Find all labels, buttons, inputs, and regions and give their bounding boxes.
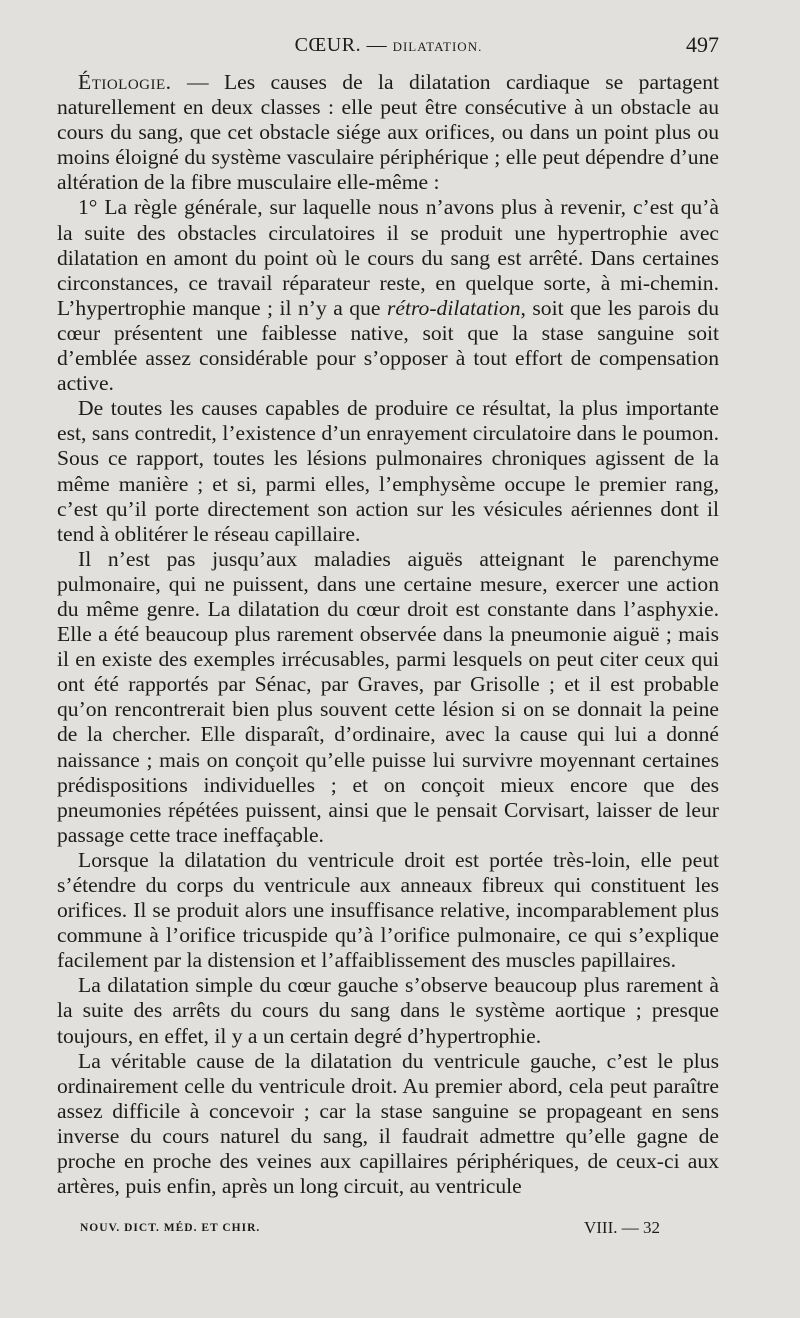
footer-source: NOUV. DICT. MÉD. ET CHIR. <box>80 1222 261 1234</box>
text-body <box>57 70 719 1199</box>
paragraph-ventricule-gauche: La véritable cause de la dilatation du ventricule gauche, c’est le plus ordinairement celle du ventricule droit. Au premier abord, cela peut paraître assez difficile à concevoir ; car la stase sanguine se propageant en sens inverse du cours naturel du sang, il faudrait admettre qu’elle gagne de proche en proche des veines aux capillaires périphériques, de ceux-ci aux artères, puis enfin, après un long circuit, au ventricule <box>57 1048 719 1199</box>
paragraph-maladies-aigues: Il n’est pas jusqu’aux maladies aiguës atteignant le parenchyme pulmonaire, qui ne puissent, dans une certaine mesure, exercer une action du même genre. La dilatation du cœur droit est constante dans l’asphyxie. Elle a été beaucoup plus rarement observée dans la pneumonie aiguë ; mais il en existe des exemples irrécusables, parmi lesquels on peut citer ceux qui ont été rapportés par Sénac, par Graves, par Grisolle ; et il est probable qu’on rencontrerait bien plus souvent cette lésion si on se donnait la peine de la chercher. Elle disparaît, d’ordinaire, avec la cause qui lui a donné naissance ; mais on conçoit qu’elle puisse lui survivre moyennant certaines prédispositions individuelles ; et on conçoit mieux encore que des pneumonies répétées puissent, ainsi que le pensait Corvisart, laisser de leur passage cette trace ineffaçable. <box>57 546 719 847</box>
running-title-sub: DILATATION. <box>392 39 483 54</box>
paragraph-text: 1° La règle générale, sur laquelle nous n’avons plus à revenir, c’est qu’à la suite des obstacles circulatoires il se produit une hypertrophie avec dilatation en amont du point où le cours du sang est arrêté. Dans certaines circonstances, ce travail réparateur reste, en quelque sorte, à mi-chemin. L’hypertrophie manque ; il n’y a que <box>57 195 719 320</box>
section-lead: Étiologie. <box>78 70 172 94</box>
paragraph-coeur-gauche: La dilatation simple du cœur gauche s’observe beaucoup plus rarement à la suite des arrêts du cours du sang dans le système aortique ; presque toujours, en effet, il y a un certain degré d’hypertrophie. <box>57 973 719 1048</box>
paragraph-text: — Les causes de la dilatation cardiaque se partagent naturellement en deux classes : elle peut être consécutive à un obstacle au cours du sang, que cet obstacle siége aux orifices, ou dans un point plus ou moins éloigné du système vasculaire périphérique ; elle peut dépendre d’une altération de la fibre musculaire elle-même : <box>57 70 719 195</box>
running-title-main: CŒUR. — <box>294 34 393 56</box>
italic-term: rétro-dilatation <box>386 295 521 320</box>
paragraph-regle-generale <box>57 195 719 396</box>
page-number: 497 <box>686 32 719 57</box>
paragraph-etiologie <box>57 70 719 195</box>
running-header <box>56 30 721 64</box>
paragraph-ventricule-droit: Lorsque la dilatation du ventricule droit est portée très-loin, elle peut s’étendre du corps du ventricule aux anneaux fibreux qui constituent les orifices. Il se produit alors une insuffisance relative, incomparablement plus commune à l’orifice tricuspide qu’à l’orifice pulmonaire, ce qui s’explique facilement par la distension et l’affaiblissement des muscles papillaires. <box>57 847 719 973</box>
paragraph-causes: De toutes les causes capables de produire ce résultat, la plus importante est, sans contredit, l’existence d’un enrayement circulatoire dans le poumon. Sous ce rapport, toutes les lésions pulmonaires chroniques agissent de la même manière ; et si, parmi elles, l’emphysème occupe le premier rang, c’est qu’il porte directement son action sur les vésicules aériennes dont il tend à oblitérer le réseau capillaire. <box>57 396 719 546</box>
running-title <box>56 34 721 57</box>
paragraph-text: , soit que les parois du cœur présentent une faiblesse native, soit que la stase sanguine soit d’emblée assez considérable pour s’opposer à tout effort de compensation active. <box>57 295 720 396</box>
page-footer <box>80 1218 660 1240</box>
footer-signature: VIII. — 32 <box>583 1218 660 1237</box>
